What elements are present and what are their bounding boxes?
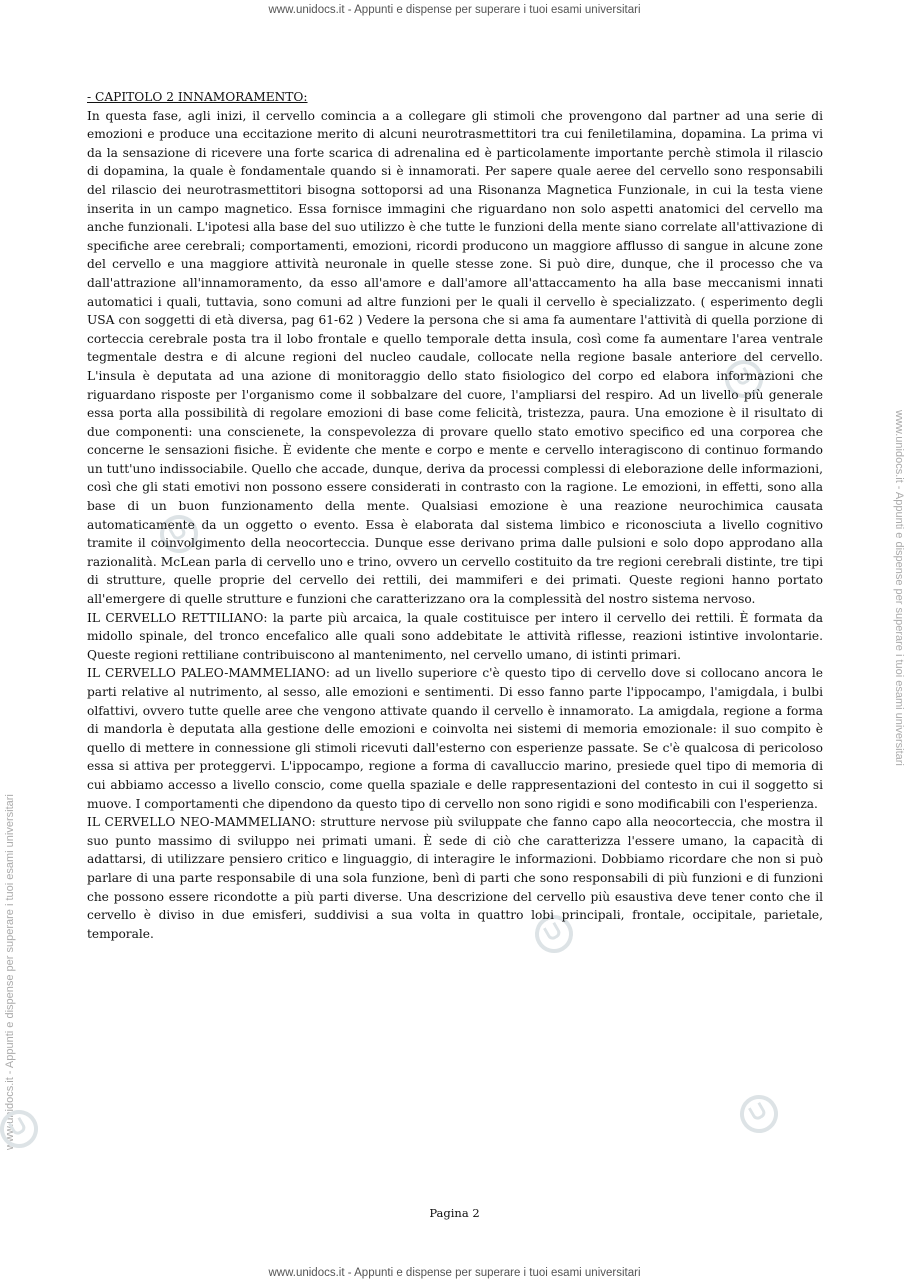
paragraph-cervello-neo-mammeliano: IL CERVELLO NEO-MAMMELIANO: strutture nervose più sviluppate che fanno capo alla neocorteccia, che mostra il suo punto massimo di sviluppo nei primati umani. È sede di ciò che caratterizza l'essere umano, la capacità di adattarsi, di utilizzare pensiero critico e linguaggio, di interagire le informazioni. Dobbiamo ricordare che non si può parlare di una parte responsabile di una sola funzione, benì di parti che sono responsabili di più funzioni e di funzioni che possono essere ricondotte a più parti diverse. Una descrizione del cervello più esaustiva deve tener conto che il cervello è diviso in due emisferi, suddivisi a sua volta in quattro lobi principali, frontale, occipitale, parietale, temporale.	[87, 815, 823, 941]
left-side-watermark: www.unidocs.it - Appunti e dispense per superare i tuoi esami universitari	[4, 794, 16, 1150]
document-body	[87, 88, 823, 943]
paragraph-cervello-rettiliano: IL CERVELLO RETTILIANO: la parte più arcaica, la quale costituisce per intero il cervello dei rettili. È formata da midollo spinale, del tronco encefalico alle quali sono addebitate le attività riflesse, reazioni istintive involontarie. Queste regioni rettiliane contribuiscono al mantenimento, nel cervello umano, di istinti primari.	[87, 610, 823, 662]
watermark-logo-icon	[733, 1088, 785, 1140]
chapter-title: - CAPITOLO 2 INNAMORAMENTO:	[87, 90, 308, 104]
footer-watermark-banner: www.unidocs.it - Appunti e dispense per superare i tuoi esami universitari	[268, 1267, 641, 1279]
paragraph-intro: In questa fase, agli inizi, il cervello comincia a a collegare gli stimoli che provengono dal partner ad una serie di emozioni e produce una eccitazione merito di alcuni neurotrasmettitori tra cui feniletilamina, dopamina. La prima vi da la sensazione di ricevere una forte scarica di adrenalina ed è particolamente importante perchè stimola il rilascio di dopamina, la quale è fondamentale quando si è innamorati. Per sapere quale aeree del cervello sono responsabili del rilascio dei neurotrasmettitori bisogna sottoporsi ad una Risonanza Magnetica Funzionale, in cui la testa viene inserita in un campo magnetico. Essa fornisce immagini che riguardano non solo aspetti anatomici del cervello ma anche funzionali. L'ipotesi alla base del suo utilizzo è che tutte le funzioni della mente siano correlate all'attivazione di specifiche aree cerebrali; comportamenti, emozioni, ricordi producono un maggiore afflusso di sangue in alcune zone del cervello e una maggiore attività neuronale in quelle stesse zone. Si può dire, dunque, che il processo che va dall'attrazione all'innamoramento, da esso all'amore e dall'amore all'attaccamento ha alla base meccanismi innati automatici i quali, tuttavia, sono comuni ad altre funzioni per le quali il cervello è specializzato. ( esperimento degli USA con soggetti di età diversa, pag 61-62 ) Vedere la persona che si ama fa aumentare l'attività di quella porzione di corteccia cerebrale posta tra il lobo frontale e quello temporale detta insula, così come fa aumentare l'area ventrale tegmentale destra e di alcune regioni del nucleo caudale, collocate nella regione basale anteriore del cervello. L'insula è deputata ad una azione di monitoraggio dello stato fisiologico del corpo ed elabora informazioni che riguardano risposte per l'organismo come il sobbalzare del cuore, l'ampliarsi del respiro. Ad un livello più generale essa porta alla possibilità di regolare emozioni di base come felicità, tristezza, paura. Una emozione è il risultato di due componenti: una conscienete, la conspevolezza di provare quello stato emotivo specifico ed una corporea che concerne le sensazioni fisiche. È evidente che mente e corpo e mente e cervello interagiscono di continuo formando un tutt'uno indissociabile. Quello che accade, dunque, deriva da processi complessi di eleborazione delle informazioni, così che gli stati emotivi non possono essere considerati in contrasto con la ragione. Le emozioni, in effetti, sono alla base di un buon funzionamento della mente. Qualsiasi emozione è una reazione neurochimica causata automaticamente da un oggetto o evento. Essa è elaborata dal sistema limbico e riconosciuta a livello cognitivo tramite il coinvolgimento della neocorteccia. Dunque esse derivano prima dalle pulsioni e solo dopo approdano alla razionalità. McLean parla di cervello uno e trino, ovvero un cervello costituito da tre regioni cerebrali distinte, tre tipi di strutture, quelle proprie del cervello dei rettili, dei mammiferi e dei primati. Queste regioni hanno portato all'emergere di quelle strutture e funzioni che caratterizzano ora la complessità del nostro sistema nervoso.	[87, 108, 823, 607]
header-watermark-banner: www.unidocs.it - Appunti e dispense per superare i tuoi esami universitari	[268, 4, 641, 16]
paragraph-cervello-paleo-mammeliano: IL CERVELLO PALEO-MAMMELIANO: ad un livello superiore c'è questo tipo di cervello dove si collocano ancora le parti relative al nutrimento, al sesso, alle emozioni e sentimenti. Di esso fanno parte l'ippocampo, l'amigdala, i bulbi olfattivi, ovvero tutte quelle aree che vengono attivate quando il cervello è innamorato. La amigdala, regione a forma di mandorla è deputata alla gestione delle emozioni e coinvolta nei sistemi di memoria emozionale: il suo compito è quello di mettere in connessione gli stimoli ricevuti dall'esterno con esperienze passate. Se c'è qualcosa di pericoloso essa si attiva per proteggervi. L'ippocampo, regione a forma di cavalluccio marino, presiede quel tipo di memoria di cui abbiamo accesso a livello conscio, come quella spaziale e delle rappresentazioni del contesto in cui il soggetto si muove. I comportamenti che dipendono da questo tipo di cervello non sono rigidi e sono modificabili con l'esperienza.	[87, 666, 823, 811]
right-side-watermark: www.unidocs.it - Appunti e dispense per superare i tuoi esami universitari	[893, 410, 905, 766]
page-number: Pagina 2	[429, 1206, 480, 1220]
